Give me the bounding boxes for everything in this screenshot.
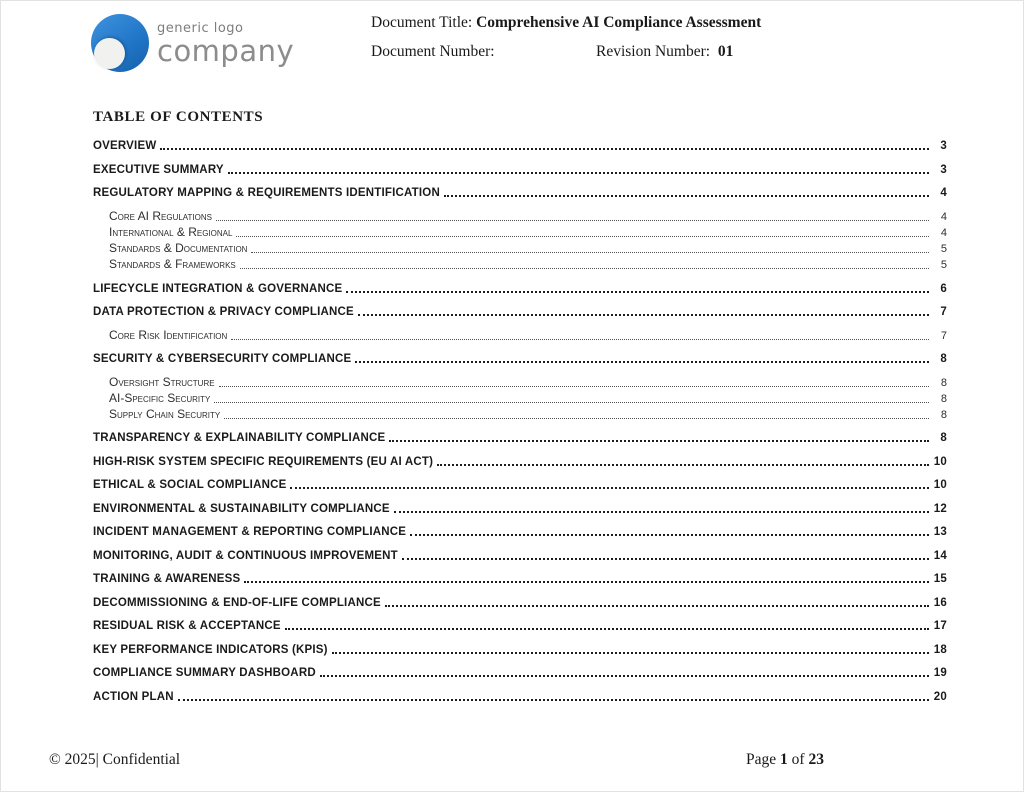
toc-entry[interactable] xyxy=(93,666,947,679)
toc-leader-dots xyxy=(290,487,929,489)
document-meta xyxy=(371,14,761,72)
toc-entry[interactable] xyxy=(93,376,947,389)
toc-entry-page: 10 xyxy=(933,479,947,492)
toc-leader-dots xyxy=(389,440,929,442)
page-number-indicator xyxy=(746,751,824,769)
toc-entry[interactable] xyxy=(93,226,947,239)
toc-leader-dots xyxy=(355,361,929,363)
toc-entry[interactable] xyxy=(93,258,947,271)
toc-entry-page: 13 xyxy=(933,526,947,539)
toc-entry-page: 20 xyxy=(933,690,947,703)
toc-entry[interactable] xyxy=(93,549,947,562)
document-title-label: Document Title: xyxy=(371,14,477,31)
toc-entry-page: 8 xyxy=(940,408,947,421)
toc-leader-dots xyxy=(244,581,929,583)
toc-leader-dots xyxy=(216,220,929,221)
toc-entry-page: 6 xyxy=(940,282,947,295)
toc-heading: TABLE OF CONTENTS xyxy=(93,109,264,125)
toc-entry-label: Standards & Documentation xyxy=(109,240,248,255)
toc-entry[interactable] xyxy=(93,186,947,199)
copyright-confidential-text: © 2025| Confidential xyxy=(49,751,181,768)
toc-entry[interactable] xyxy=(93,643,947,656)
toc-entry-label: Supply Chain Security xyxy=(109,406,221,421)
toc-entry[interactable] xyxy=(93,352,947,365)
toc-entry-label: ACTION PLAN xyxy=(93,690,174,703)
toc-entry-page: 8 xyxy=(940,432,947,445)
toc-entry-page: 8 xyxy=(940,353,947,366)
page-of-label: of xyxy=(787,751,809,768)
toc-leader-dots xyxy=(394,511,929,513)
toc-entry-page: 7 xyxy=(940,306,947,319)
toc-entry-page: 18 xyxy=(933,643,947,656)
toc-entry-page: 4 xyxy=(940,210,947,223)
toc-entry[interactable] xyxy=(93,210,947,223)
toc-entry-label: REGULATORY MAPPING & REQUIREMENTS IDENTIFICATION xyxy=(93,187,440,199)
logo-text xyxy=(157,21,294,66)
toc-entry-label: INCIDENT MANAGEMENT & REPORTING COMPLIANCE xyxy=(93,526,407,539)
toc-entry-page: 4 xyxy=(940,226,947,239)
toc-leader-dots xyxy=(410,534,929,536)
toc-entry-page: 7 xyxy=(940,329,947,342)
toc-leader-dots xyxy=(332,652,929,654)
toc-entry[interactable] xyxy=(93,305,947,318)
company-logo xyxy=(91,14,294,72)
page-total: 23 xyxy=(808,751,824,768)
toc-entry-label: International & Regional xyxy=(109,224,233,239)
document-number-label: Document Number: xyxy=(371,43,499,60)
toc-leader-dots xyxy=(346,291,929,293)
toc-leader-dots xyxy=(231,339,929,340)
toc-entry[interactable] xyxy=(93,282,947,295)
toc-entry-page: 5 xyxy=(940,259,947,272)
toc-entry-label: TRANSPARENCY & EXPLAINABILITY COMPLIANCE xyxy=(93,432,386,445)
toc-list xyxy=(93,139,947,703)
toc-leader-dots xyxy=(236,236,929,237)
document-title-row xyxy=(371,14,761,32)
toc-leader-dots xyxy=(240,268,929,269)
toc-leader-dots xyxy=(219,386,929,387)
toc-entry-label: LIFECYCLE INTEGRATION & GOVERNANCE xyxy=(93,282,343,295)
toc-entry-page: 16 xyxy=(933,596,947,609)
revision-cell xyxy=(596,43,733,61)
toc-entry-label: TRAINING & AWARENESS xyxy=(93,573,241,586)
toc-entry-page: 3 xyxy=(940,140,947,152)
toc-entry[interactable] xyxy=(93,163,947,176)
toc-leader-dots xyxy=(385,605,929,607)
toc-leader-dots xyxy=(214,402,929,403)
toc-entry[interactable] xyxy=(93,502,947,515)
toc-entry-label: Oversight Structure xyxy=(109,374,215,389)
toc-entry[interactable] xyxy=(93,329,947,342)
toc-entry-page: 15 xyxy=(933,573,947,586)
toc-entry[interactable] xyxy=(93,242,947,255)
toc-entry-label: DATA PROTECTION & PRIVACY COMPLIANCE xyxy=(93,306,354,319)
toc-entry-label: DECOMMISSIONING & END-OF-LIFE COMPLIANCE xyxy=(93,596,381,609)
toc-entry-page: 8 xyxy=(940,392,947,405)
toc-entry[interactable] xyxy=(93,572,947,585)
toc-entry-page: 4 xyxy=(940,187,947,199)
toc-entry[interactable] xyxy=(93,690,947,703)
toc-entry-page: 19 xyxy=(933,667,947,680)
toc-entry-label: OVERVIEW xyxy=(93,140,157,152)
toc-entry[interactable] xyxy=(93,525,947,538)
toc-entry[interactable] xyxy=(93,619,947,632)
toc-entry-label: KEY PERFORMANCE INDICATORS (KPIS) xyxy=(93,643,328,656)
document-number-row xyxy=(371,43,761,61)
document-title-value: Comprehensive AI Compliance Assessment xyxy=(476,14,762,31)
toc-entry[interactable] xyxy=(93,478,947,491)
toc-entry-label: Core AI Regulations xyxy=(109,208,212,223)
toc-entry[interactable] xyxy=(93,408,947,421)
document-number-cell xyxy=(371,43,596,61)
toc-entry[interactable] xyxy=(93,139,947,152)
toc-entry-page: 10 xyxy=(933,455,947,468)
revision-number-value: 01 xyxy=(717,43,734,60)
toc-entry[interactable] xyxy=(93,392,947,405)
logo-inner-circle-icon xyxy=(94,38,125,69)
toc-entry-label: HIGH-RISK SYSTEM SPECIFIC REQUIREMENTS (EU AI ACT) xyxy=(93,455,434,468)
toc-leader-dots xyxy=(358,314,929,316)
page-current: 1 xyxy=(780,751,788,768)
toc-leader-dots xyxy=(228,172,929,174)
toc-leader-dots xyxy=(444,195,929,197)
toc-entry-label: Standards & Frameworks xyxy=(109,257,236,272)
toc-entry-page: 17 xyxy=(933,620,947,633)
toc-entry[interactable] xyxy=(93,455,947,468)
page-label: Page xyxy=(746,751,781,768)
toc-entry-page: 3 xyxy=(940,163,947,176)
logo-tagline: generic logo xyxy=(157,20,244,36)
toc-leader-dots xyxy=(160,148,929,150)
toc-leader-dots xyxy=(320,675,929,677)
table-of-contents xyxy=(93,109,947,703)
toc-entry-label: Core Risk Identification xyxy=(109,327,228,342)
toc-entry-page: 14 xyxy=(933,549,947,562)
toc-entry-label: SECURITY & CYBERSECURITY COMPLIANCE xyxy=(93,353,352,366)
revision-number-label: Revision Number: xyxy=(596,43,714,60)
toc-entry-page: 12 xyxy=(933,502,947,515)
toc-leader-dots xyxy=(251,252,929,253)
toc-entry-label: RESIDUAL RISK & ACCEPTANCE xyxy=(93,620,281,633)
toc-entry-label: ETHICAL & SOCIAL COMPLIANCE xyxy=(93,479,287,492)
toc-entry[interactable] xyxy=(93,596,947,609)
toc-entry-page: 5 xyxy=(940,242,947,255)
toc-leader-dots xyxy=(285,628,929,630)
toc-leader-dots xyxy=(437,464,929,466)
toc-entry-page: 8 xyxy=(940,376,947,389)
toc-leader-dots xyxy=(224,418,929,419)
toc-entry-label: EXECUTIVE SUMMARY xyxy=(93,163,224,176)
toc-leader-dots xyxy=(402,558,929,560)
toc-leader-dots xyxy=(178,699,929,701)
logo-circle-icon xyxy=(91,14,149,72)
toc-entry-label: AI-Specific Security xyxy=(109,390,211,405)
toc-entry-label: MONITORING, AUDIT & CONTINUOUS IMPROVEMENT xyxy=(93,549,398,562)
toc-entry[interactable] xyxy=(93,431,947,444)
logo-company-name: company xyxy=(157,33,295,68)
toc-entry-label: ENVIRONMENTAL & SUSTAINABILITY COMPLIANCE xyxy=(93,502,390,515)
toc-entry-label: COMPLIANCE SUMMARY DASHBOARD xyxy=(93,667,316,680)
